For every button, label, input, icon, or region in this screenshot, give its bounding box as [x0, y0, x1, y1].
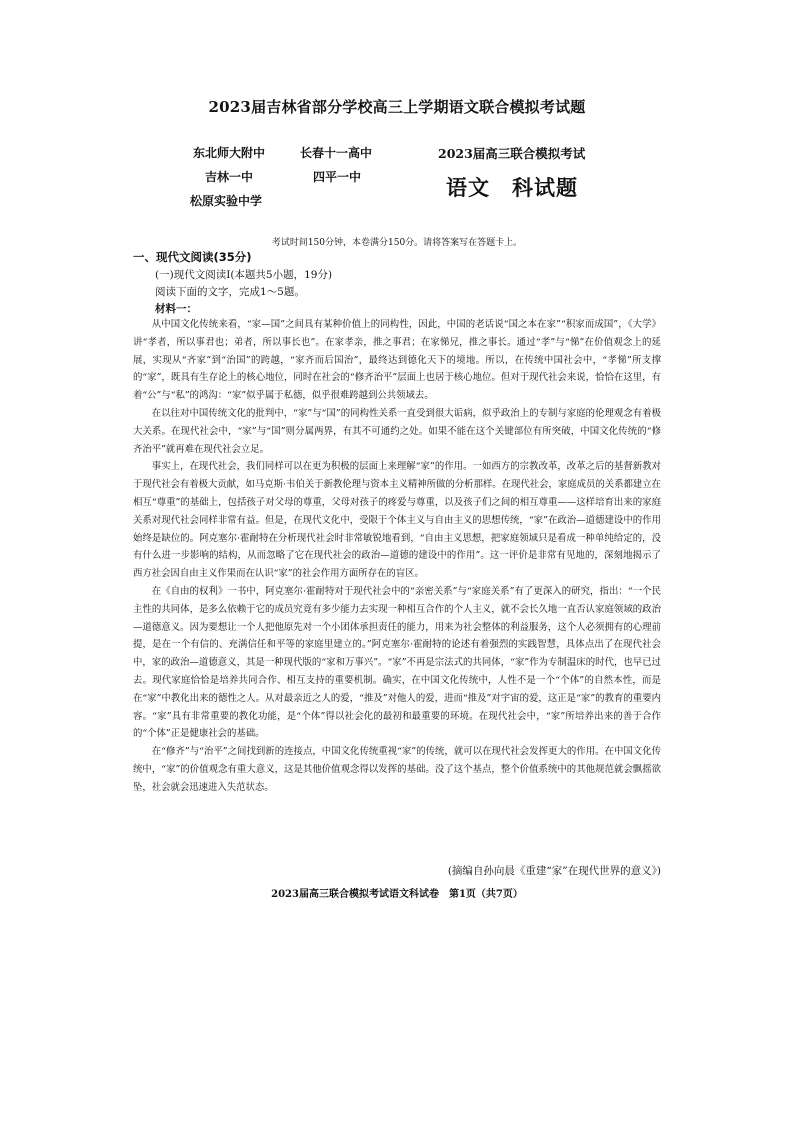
- section-heading: 一、现代文阅读(35分): [133, 250, 252, 264]
- source-citation: (摘编自孙向晨《重建“家”在现代世界的意义》): [447, 865, 661, 877]
- article-body: [133, 316, 661, 797]
- paragraph: 在以往对中国传统文化的批判中，“家”与“国”的同构性关系一直受到很大诟病，似乎政治上的专制与家庭的伦理观念有着极大关系。在现代社会中，“家”与“国”则分属两界，有其不可通约之处。如果不能在这个关键部位有所突破，中国文化传统的“修齐治平”就再难在现代社会立足。: [133, 407, 661, 455]
- school-name: 吉林一中: [205, 170, 254, 184]
- paragraph: 在《自由的权利》一书中，阿克塞尔·霍耐特对于现代社会中的“亲密关系”与“家庭关系”有了更深入的研究，指出：“一个民主性的共同体，是多么依赖于它的成员究竟有多少能力去实现一种相互合作的个人主义，就不会长久地一直否认家庭领域的政治—道德意义。因为要想让一个人把他原先对一个小团体承担责任的能力，用来为社会整体的利益服务，这个人必须拥有的心理前提，是在一个有信的、充满信任和平等的家庭里建立的。”阿克塞尔·霍耐特的论述有着强烈的实践智慧，具体点出了在现代社会中，家的政治—道德意义，其是一种现代版的“家和万事兴”。“家”不再是宗法式的共同体，“家”作为专制温床的时代，也早已过去。现代家庭恰恰是培养共同合作、相互支持的重要机制。确实，在中国文化传统中，人性不是一个“个体”的自然本性，而是在“家”中教化出来的德性之人。从对最亲近之人的爱，“推及”对他人的爱，进而“推及”对宇宙的爱，这正是“家”的教育的重要内容。“家”具有非常重要的教化功能，是“个体”得以社会化的最初和最重要的环境。在现代社会中，“家”所培养出来的善于合作的“个体”正是健康社会的基础。: [133, 585, 661, 740]
- page-title: 2023届吉林省部分学校高三上学期语文联合模拟考试题: [208, 98, 586, 116]
- school-name: 东北师大附中: [193, 146, 266, 160]
- instruction: 阅读下面的文字，完成1～5题。: [155, 286, 305, 298]
- paragraph: 在“修齐”与“治平”之间找到新的连接点，中国文化传统重视“家”的传统，就可以在现代社会发挥更大的作用。在中国文化传统中，“家”的价值观念有重大意义，这是其他价值观念得以发挥的基础。没了这个基点，整个价值系统中的其他规范就会飘摇欲坠，社会就会迅速进入失范状态。: [133, 746, 661, 793]
- paragraph: 从中国文化传统来看，“家—国”之间具有某种价值上的同构性，因此，中国的老话说“国之本在家”“积家而成国”，《大学》讲“孝者，所以事君也；弟者，所以事长也”。在家孝亲，推之事君；在家悌兄，推之事长。通过“孝”与“悌”在价值观念上的延展，实现从“齐家”到“治国”的跨越，“家齐而后国治”，最终达到德化天下的境地。所以，在传统中国社会中，“孝悌”所支撑的“家”，既具有生存论上的核心地位，同时在社会的“修齐治平”层面上也居于核心地位。但对于现代社会来说，恰恰在这里，有着“公”与“私”的鸿沟：“家”似乎属于私德，似乎很难跨越到公共领域去。: [133, 319, 661, 402]
- page-footer: 2023届高三联合模拟考试语文科试卷 第1页（共7页）: [271, 889, 523, 900]
- school-name: 松原实验中学: [190, 194, 263, 208]
- subsection-heading: (一)现代文阅读Ⅰ(本题共5小题，19分): [155, 269, 333, 281]
- paragraph: 事实上，在现代社会，我们同样可以在更为积极的层面上来理解“家”的作用。一如西方的宗教改革，改革之后的基督新教对于现代社会有着极大贡献，如马克斯·韦伯关于新教伦理与资本主义精神所做的分析那样。在现代社会，家庭成员的关系都建立在相互“尊重”的基础上，包括孩子对父母的尊重，父母对孩子的疼爱与尊重，以及孩子们之间的相互尊重——这样培育出来的家庭关系对现代社会同样非常有益。但是，在现代文化中，受限于个体主义与自由主义的思想传统，“家”在政治—道德建设中的作用始终是缺位的。阿克塞尔·霍耐特在分析现代社会时非常敏锐地看到，“自由主义思想，把家庭领域只是看成一种单纯给定的，没有什么进一步影响的结构，从而忽略了它在现代社会的政治—道德的建设中的作用”。这一评价是非常有见地的，深刻地揭示了西方社会因自由主义作果而在认识“家”的社会作用方面所存在的盲区。: [133, 461, 661, 580]
- school-name: 四平一中: [313, 170, 362, 184]
- subject-title: 语文 科试题: [446, 175, 578, 200]
- school-name: 长春十一高中: [300, 146, 373, 160]
- material-heading: 材料一：: [155, 303, 197, 315]
- exam-name: 2023届高三联合模拟考试: [438, 146, 586, 161]
- exam-note: 考试时间150分钟，本卷满分150分。请将答案写在答题卡上。: [271, 238, 523, 248]
